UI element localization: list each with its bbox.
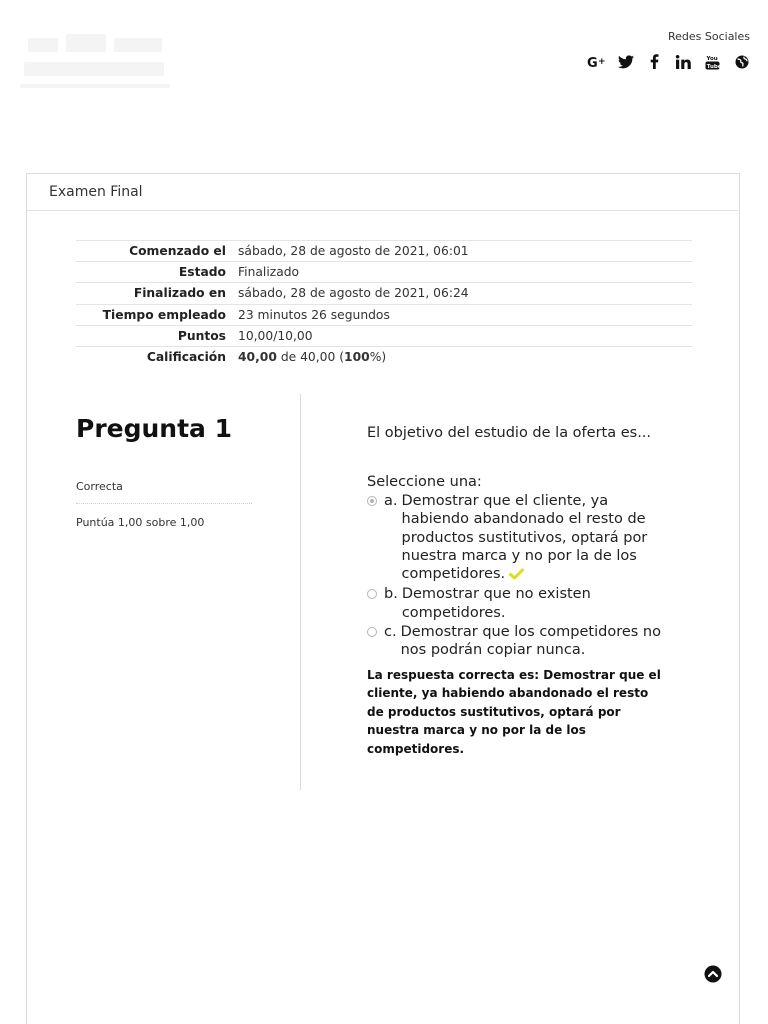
option-text: Demostrar que no existen competidores. [401, 586, 591, 621]
linkedin-icon[interactable] [675, 53, 692, 70]
question-divider [300, 394, 301, 790]
answer-option-a[interactable] [367, 492, 667, 583]
radio-option-a[interactable] [367, 496, 377, 506]
svg-text:You: You [706, 55, 718, 62]
summary-value: sábado, 28 de agosto de 2021, 06:24 [238, 283, 692, 304]
question-grade: Puntúa 1,00 sobre 1,00 [76, 516, 205, 529]
twitter-icon[interactable] [617, 53, 634, 70]
radio-option-c[interactable] [367, 627, 377, 637]
answer-option-c[interactable] [367, 623, 667, 660]
question-title: Pregunta 1 [76, 414, 233, 443]
summary-key: Calificación [76, 346, 238, 367]
svg-text:Tube: Tube [706, 63, 722, 70]
summary-row [76, 262, 692, 283]
social-links [588, 30, 750, 70]
summary-row [76, 283, 692, 304]
summary-key: Puntos [76, 325, 238, 346]
radio-option-b[interactable] [367, 589, 377, 599]
option-text-wrap [402, 492, 668, 583]
question-state: Correcta [76, 480, 252, 504]
chevron-up-icon [704, 965, 722, 983]
grade-value [238, 346, 692, 367]
scroll-to-top-button[interactable] [704, 965, 722, 983]
summary-key: Finalizado en [76, 283, 238, 304]
select-label: Seleccione una: [367, 474, 482, 490]
answer-option-b[interactable] [367, 585, 667, 622]
globe-icon[interactable] [733, 53, 750, 70]
summary-value: sábado, 28 de agosto de 2021, 06:01 [238, 241, 692, 262]
option-letter: c. [384, 624, 397, 641]
summary-value: 10,00/10,00 [238, 325, 692, 346]
youtube-icon[interactable] [704, 53, 721, 70]
option-text: Demostrar que el cliente, ya habiendo abandonado el resto de productos sustitutivos, optará por nuestra marca y no por la de los competidores. [401, 493, 648, 583]
grade-percent: 100 [344, 350, 370, 365]
svg-text:+: + [597, 56, 606, 67]
google-plus-icon[interactable] [588, 53, 605, 70]
option-text: Demostrar que los competidores no nos podrán copiar nunca. [400, 624, 661, 659]
summary-row [76, 241, 692, 262]
summary-key: Comenzado el [76, 241, 238, 262]
summary-value: 23 minutos 26 segundos [238, 304, 692, 325]
correct-check-icon [509, 568, 524, 580]
social-title: Redes Sociales [667, 30, 750, 43]
summary-row [76, 304, 692, 325]
card-title: Examen Final [27, 174, 739, 211]
summary-key: Tiempo empleado [76, 304, 238, 325]
question-text: El objetivo del estudio de la oferta es... [367, 425, 652, 441]
grade-points: 40,00 [238, 350, 277, 365]
option-letter: a. [384, 493, 398, 509]
summary-key: Estado [76, 262, 238, 283]
question-content [367, 424, 667, 758]
option-letter: b. [384, 586, 398, 603]
summary-row [76, 325, 692, 346]
facebook-icon[interactable] [646, 53, 663, 70]
question-info [76, 414, 252, 529]
attempt-summary-table [76, 240, 692, 367]
exam-card [26, 173, 740, 1024]
svg-text:G: G [586, 55, 598, 71]
summary-value: Finalizado [238, 262, 692, 283]
site-logo[interactable] [20, 28, 170, 92]
correct-answer-feedback: La respuesta correcta es: Demostrar que el cliente, ya habiendo abandonado el resto de productos sustitutivos, optará por nuestra marca y no por la de los competidores. [367, 667, 661, 756]
summary-row [76, 346, 692, 367]
grade-suffix: %) [369, 350, 387, 365]
grade-of: de 40,00 ( [276, 350, 345, 365]
